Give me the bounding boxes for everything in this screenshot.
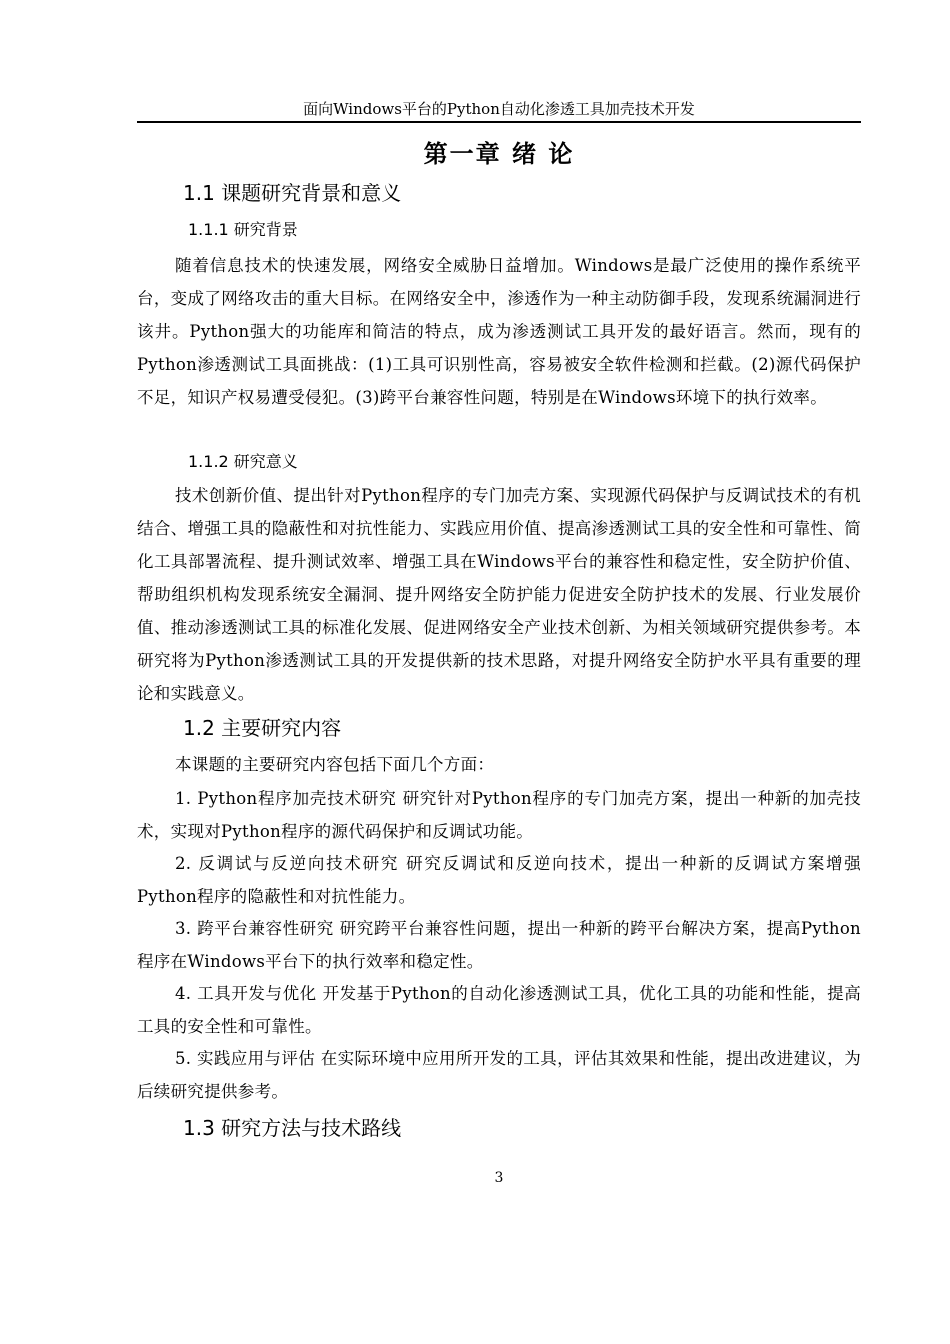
paragraph-research-background: 随着信息技术的快速发展，网络安全威胁日益增加。Windows是最广泛使用的操作系统平台，变成了网络攻击的重大目标。在网络安全中，渗透作为一种主动防御手段，发现系统漏洞进行该井。Python强大的功能库和简洁的特点，成为渗透测试工具开发的最好语言。然而，现有的Python渗透测试工具面挑战：(1)工具可识别性高，容易被安全软件检测和拦截。(2)源代码保护不足，知识产权易遭受侵犯。(3)跨平台兼容性问题，特别是在Windows环境下的执行效率。 bbox=[137, 256, 861, 407]
section-heading-1-3: 1.3 研究方法与技术路线 bbox=[183, 1116, 402, 1140]
subsection-heading-1-1-1: 1.1.1 研究背景 bbox=[188, 220, 298, 239]
page-number: 3 bbox=[494, 1170, 504, 1186]
list-item-content-3: 3. 跨平台兼容性研究 研究跨平台兼容性问题，提出一种新的跨平台解决方案，提高Python程序在Windows平台下的执行效率和稳定性。 bbox=[137, 919, 861, 971]
subsection-heading-1-1-2: 1.1.2 研究意义 bbox=[188, 452, 298, 471]
chapter-title: 第一章 绪 论 bbox=[423, 140, 575, 168]
running-header: 面向Windows平台的Python自动化渗透工具加壳技术开发 bbox=[303, 100, 695, 118]
section-heading-1-1: 1.1 课题研究背景和意义 bbox=[183, 181, 402, 205]
list-item-content-4: 4. 工具开发与优化 开发基于Python的自动化渗透测试工具，优化工具的功能和性能，提高工具的安全性和可靠性。 bbox=[137, 984, 861, 1036]
paragraph-content-intro: 本课题的主要研究内容包括下面几个方面： bbox=[175, 755, 495, 774]
list-item-content-2: 2. 反调试与反逆向技术研究 研究反调试和反逆向技术，提出一种新的反调试方案增强Python程序的隐蔽性和对抗性能力。 bbox=[137, 854, 861, 906]
paragraph-research-significance: 技术创新价值、提出针对Python程序的专门加壳方案、实现源代码保护与反调试技术的有机结合、增强工具的隐蔽性和对抗性能力、实践应用价值、提高渗透测试工具的安全性和可靠性、简化工具部署流程、提升测试效率、增强工具在Windows平台的兼容性和稳定性，安全防护价值、帮助组织机构发现系统安全漏洞、提升网络安全防护能力促进安全防护技术的发展、行业发展价值、推动渗透测试工具的标准化发展、促进网络安全产业技术创新、为相关领域研究提供参考。本研究将为Python渗透测试工具的开发提供新的技术思路，对提升网络安全防护水平具有重要的理论和实践意义。 bbox=[137, 486, 861, 703]
list-item-content-5: 5. 实践应用与评估 在实际环境中应用所开发的工具，评估其效果和性能，提出改进建议，为后续研究提供参考。 bbox=[137, 1049, 861, 1101]
list-item-content-1: 1. Python程序加壳技术研究 研究针对Python程序的专门加壳方案，提出一种新的加壳技术，实现对Python程序的源代码保护和反调试功能。 bbox=[137, 789, 861, 841]
header-rule bbox=[137, 121, 861, 123]
section-heading-1-2: 1.2 主要研究内容 bbox=[183, 716, 342, 740]
